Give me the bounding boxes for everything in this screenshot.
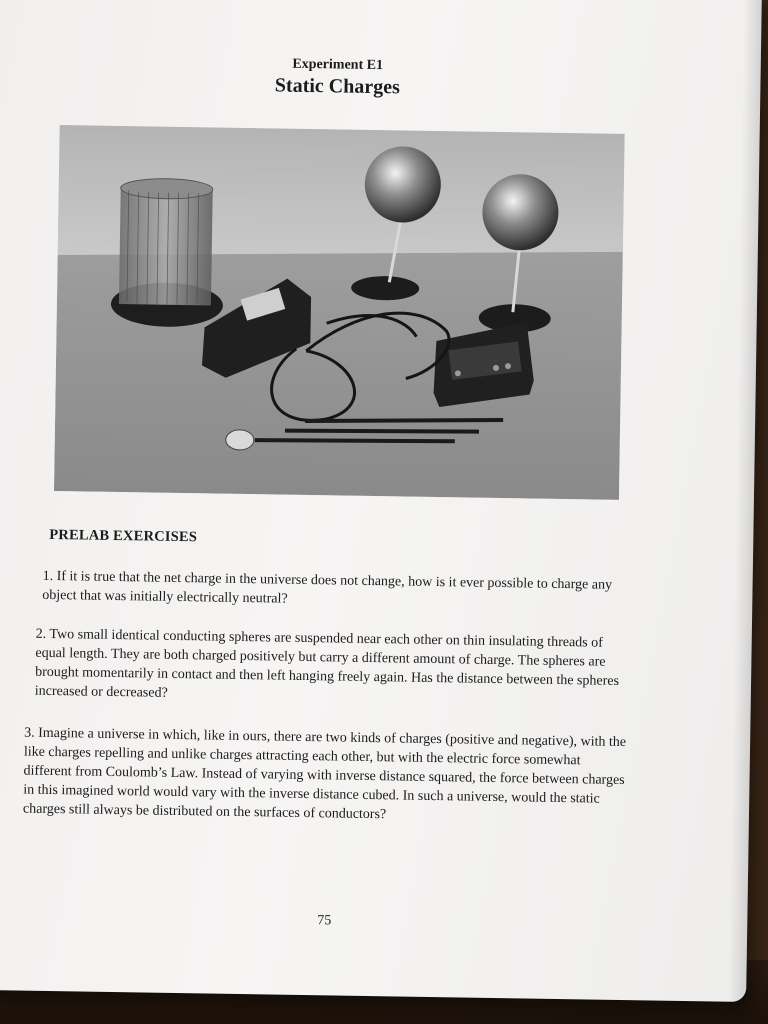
prelab-question: 2. Two small identical conducting spheres are suspended near each other on thin insulating threads of equal length. They are both charged positively but carry a different amount of charge. The spheres are brought momentarily in contact and then left hanging freely again. Has the distance between the spheres increased or decreased? [34,626,620,701]
prelab-heading: PRELAB EXERCISES [49,526,198,546]
lab-equipment-photo-icon [54,125,625,500]
prelab-question: 1. If it is true that the net charge in the universe does not change, how is it ever possible to charge any object that was initially electrically neutral? [42,568,613,607]
experiment-label: Experiment E1 [292,56,384,74]
lab-equipment-photo [54,125,625,500]
faraday-pail-icon [111,178,225,328]
prelab-question: 3. Imagine a universe in which, like in ours, there are two kinds of charges (positive and negative), with the like charges repelling and unlike charges attracting each other, but with the electric force somewhat different from Coulomb’s Law. Instead of varying with inverse distance squared, the force between charges in this imagined world would vary with the inverse distance cubed. In such a universe, would the static charges still always be distributed on the surfaces of conductors? [22,725,627,823]
page-number: 75 [317,913,332,929]
page-title: Static Charges [274,74,401,99]
